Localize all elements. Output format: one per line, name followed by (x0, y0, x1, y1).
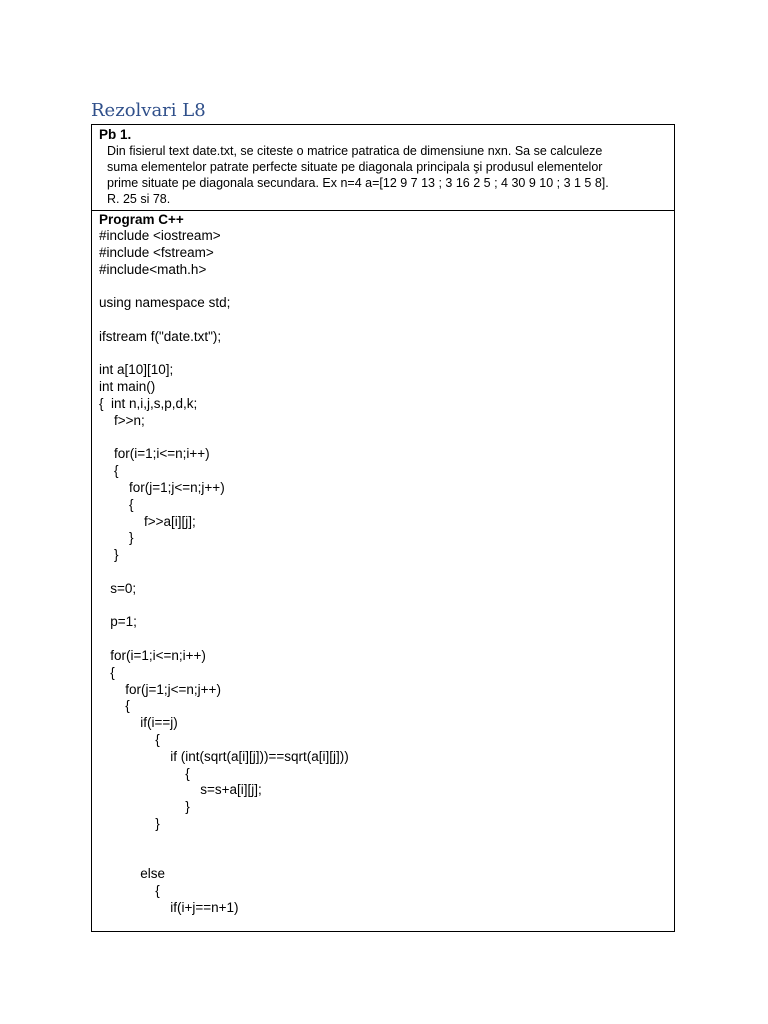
code-listing: #include <iostream> #include <fstream> #include<math.h> using namespace std; ifstream f("date.txt"); int a[10][10]; int main() { int n,i,j,s,p,d,k; f>>n; for(i=1;i<=n;i++) { for(j=1;j<=n;j++) { f>>a[i][j]; } } s=0; p=1; for(i=1;i<=n;i++) { for(j=1;j<=n;j++) { if(i==j) { if (int(sqrt(a[i][j]))==sqrt(a[i][j])) { s=s+a[i][j]; } } else { if(i+j==n+1) (99, 228, 349, 915)
problem-line: suma elementelor patrate perfecte situate pe diagonala principala şi produsul elementelor (107, 160, 603, 174)
solution-table (91, 124, 675, 932)
problem-line: R. 25 si 78. (107, 192, 171, 206)
program-title: Program C++ (99, 212, 184, 227)
document-heading: Rezolvari L8 (91, 100, 206, 121)
problem-statement-cell (92, 125, 675, 211)
problem-title: Pb 1. (99, 127, 132, 142)
problem-line: prime situate pe diagonala secundara. Ex n=4 a=[12 9 7 13 ; 3 16 2 5 ; 4 30 9 10 ; 3 1 5 8]. (107, 176, 609, 190)
program-cell (99, 211, 669, 917)
problem-line: Din fisierul text date.txt, se citeste o matrice patratica de dimensiune nxn. Sa se calculeze (107, 144, 603, 158)
